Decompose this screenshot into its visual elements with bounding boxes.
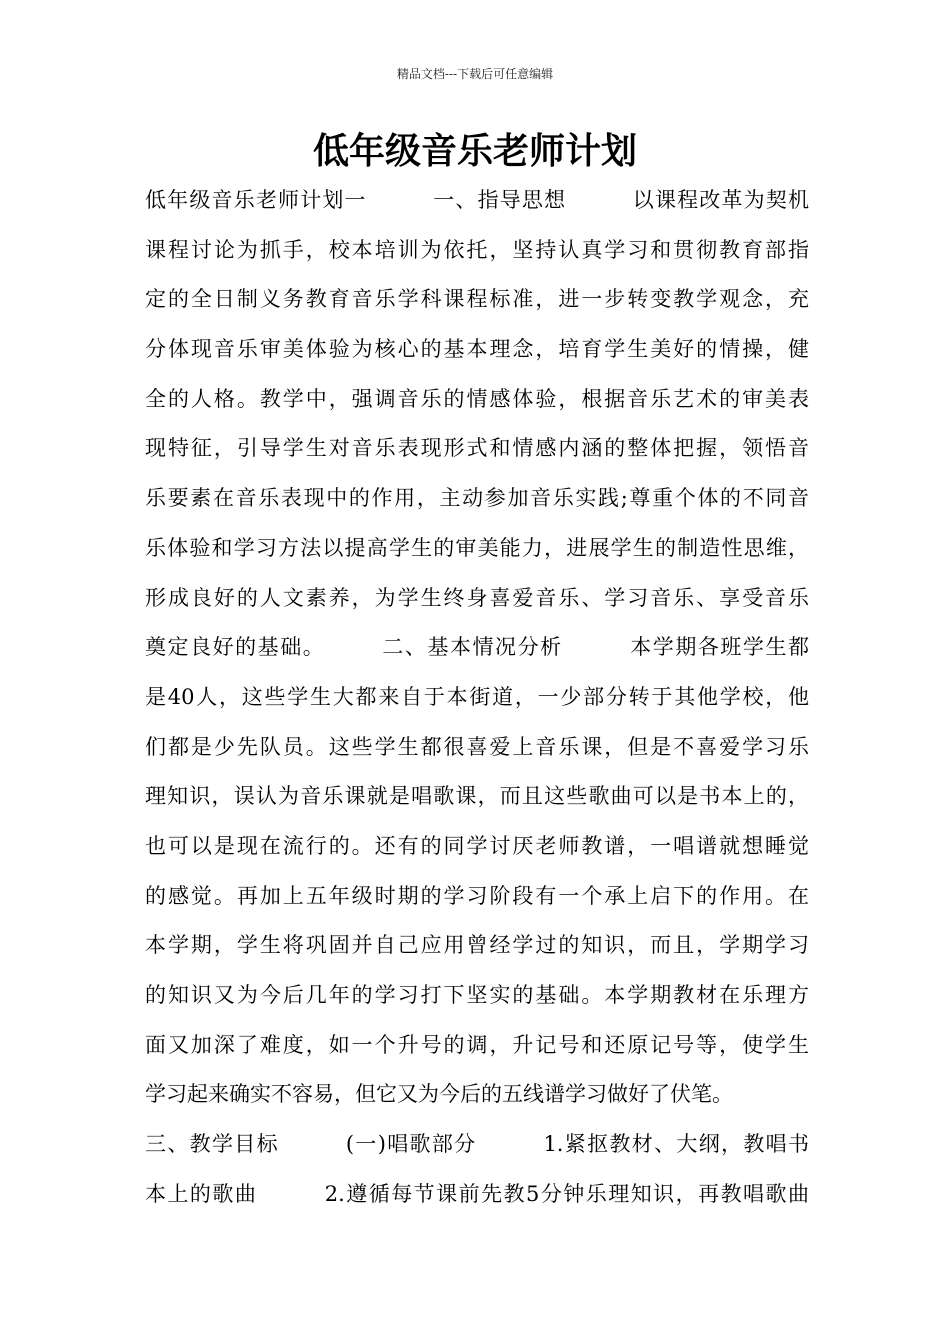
body-line: 低年级音乐老师计划一 一、指导思想 以课程改革为契机 bbox=[145, 188, 809, 212]
body-line: 是40人，这些学生大都来自于本街道，一少部分转于其他学校，他 bbox=[145, 684, 809, 709]
header-note: 精品文档---下载后可任意编辑 bbox=[396, 67, 554, 81]
body-line: 课程讨论为抓手，校本培训为依托，坚持认真学习和贯彻教育部指 bbox=[145, 237, 809, 262]
body-line: 乐体验和学习方法以提高学生的审美能力，进展学生的制造性思维， bbox=[145, 535, 809, 560]
body-line: 的知识又为今后几年的学习打下坚实的基础。本学期教材在乐理方 bbox=[145, 983, 809, 1007]
body-line: 奠定良好的基础。 二、基本情况分析 本学期各班学生都 bbox=[145, 635, 809, 660]
body-line: 全的人格。教学中，强调音乐的情感体验，根据音乐艺术的审美表 bbox=[145, 386, 809, 411]
body-line: 本上的歌曲 2.遵循每节课前先教5分钟乐理知识，再教唱歌曲 bbox=[145, 1181, 809, 1206]
document-body bbox=[145, 176, 809, 1219]
body-line: 形成良好的人文素养，为学生终身喜爱音乐、学习音乐、享受音乐 bbox=[145, 585, 809, 610]
body-line: 的感觉。再加上五年级时期的学习阶段有一个承上启下的作用。在 bbox=[145, 883, 809, 908]
body-line: 理知识，误认为音乐课就是唱歌课，而且这些歌曲可以是书本上的， bbox=[145, 784, 809, 809]
document-title: 低年级音乐老师计划 bbox=[312, 131, 637, 172]
body-line: 三、教学目标 (一)唱歌部分 1.紧抠教材、大纲，教唱书 bbox=[145, 1132, 809, 1157]
body-line: 们都是少先队员。这些学生都很喜爱上音乐课，但是不喜爱学习乐 bbox=[145, 734, 809, 759]
body-line: 分体现音乐审美体验为核心的基本理念，培育学生美好的情操，健 bbox=[145, 337, 809, 362]
body-line: 定的全日制义务教育音乐学科课程标准，进一步转变教学观念，充 bbox=[145, 287, 809, 312]
body-line: 现特征，引导学生对音乐表现形式和情感内涵的整体把握，领悟音 bbox=[145, 436, 809, 461]
body-line: 学习起来确实不容易，但它又为今后的五线谱学习做好了伏笔。 bbox=[145, 1082, 733, 1107]
body-line: 本学期，学生将巩固并自己应用曾经学过的知识，而且，学期学习 bbox=[145, 933, 809, 958]
body-line: 面又加深了难度，如一个升号的调，升记号和还原记号等，使学生 bbox=[145, 1032, 809, 1057]
body-line: 乐要素在音乐表现中的作用，主动参加音乐实践;尊重个体的不同音 bbox=[145, 486, 809, 511]
body-line: 也可以是现在流行的。还有的同学讨厌老师教谱，一唱谱就想睡觉 bbox=[145, 833, 809, 858]
